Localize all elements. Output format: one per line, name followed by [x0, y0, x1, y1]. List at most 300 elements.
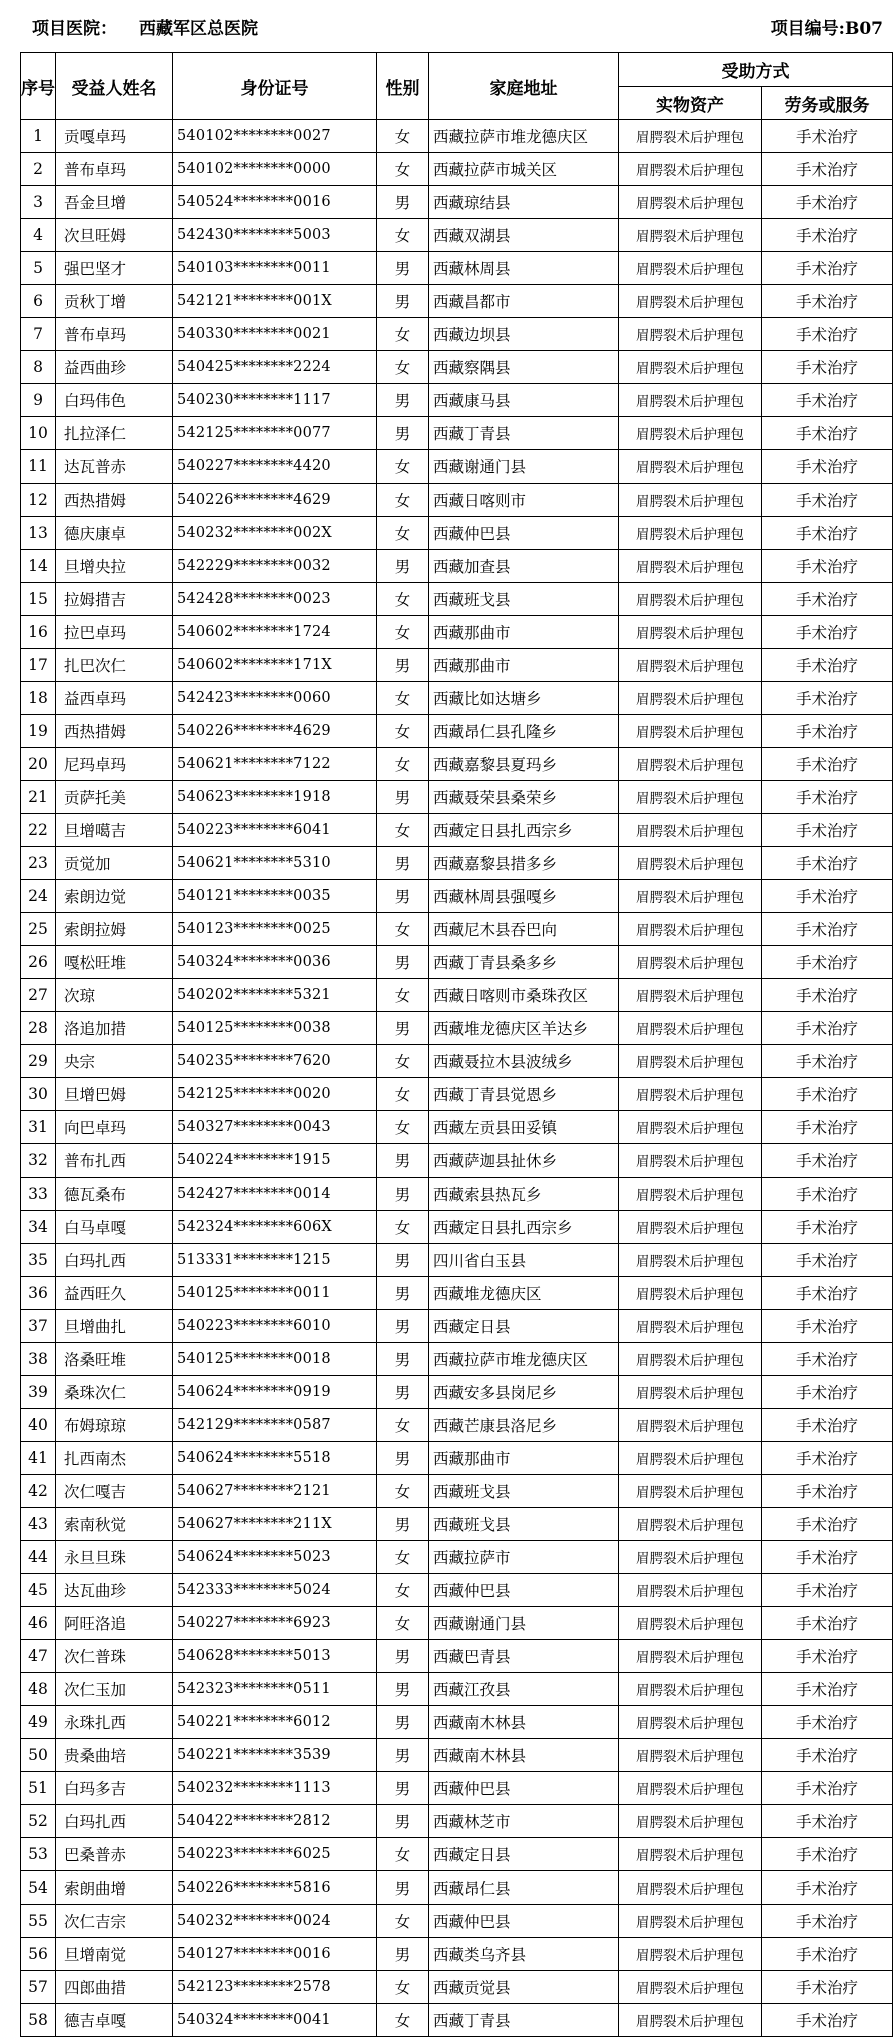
service-aid: 手术治疗 [762, 483, 893, 516]
row-index: 16 [21, 615, 56, 648]
service-aid: 手术治疗 [762, 351, 893, 384]
row-index: 26 [21, 946, 56, 979]
table-row [21, 1276, 893, 1309]
sex: 女 [377, 1078, 429, 1111]
row-index: 39 [21, 1375, 56, 1408]
service-aid: 手术治疗 [762, 153, 893, 186]
table-row [21, 1474, 893, 1507]
material-aid: 眉腭裂术后护理包 [619, 450, 762, 483]
home-address: 西藏堆龙德庆区 [429, 1276, 619, 1309]
home-address: 西藏那曲市 [429, 615, 619, 648]
id-number: 540628********5013 [173, 1640, 377, 1673]
sex: 男 [377, 1012, 429, 1045]
row-index: 25 [21, 913, 56, 946]
sex: 男 [377, 1772, 429, 1805]
beneficiary-name: 益西卓玛 [56, 681, 173, 714]
beneficiary-name: 向巴卓玛 [56, 1111, 173, 1144]
table-row [21, 1937, 893, 1970]
sex: 女 [377, 483, 429, 516]
id-number: 540623********1918 [173, 780, 377, 813]
home-address: 西藏昂仁县孔隆乡 [429, 714, 619, 747]
table-row [21, 186, 893, 219]
beneficiary-name: 西热措姆 [56, 714, 173, 747]
col-header-service: 劳务或服务 [762, 87, 893, 120]
table-row [21, 1904, 893, 1937]
material-aid: 眉腭裂术后护理包 [619, 1243, 762, 1276]
table-row [21, 1838, 893, 1871]
service-aid: 手术治疗 [762, 1706, 893, 1739]
beneficiary-name: 旦增南觉 [56, 1937, 173, 1970]
home-address: 西藏嘉黎县夏玛乡 [429, 747, 619, 780]
row-index: 5 [21, 252, 56, 285]
table-row [21, 2003, 893, 2036]
service-aid: 手术治疗 [762, 913, 893, 946]
material-aid: 眉腭裂术后护理包 [619, 2003, 762, 2036]
home-address: 西藏仲巴县 [429, 516, 619, 549]
home-address: 西藏拉萨市堆龙德庆区 [429, 120, 619, 153]
service-aid: 手术治疗 [762, 880, 893, 913]
id-number: 540103********0011 [173, 252, 377, 285]
table-row [21, 1078, 893, 1111]
table-row [21, 219, 893, 252]
row-index: 51 [21, 1772, 56, 1805]
beneficiary-name: 西热措姆 [56, 483, 173, 516]
material-aid: 眉腭裂术后护理包 [619, 1772, 762, 1805]
id-number: 540602********1724 [173, 615, 377, 648]
sex: 女 [377, 1408, 429, 1441]
id-number: 540121********0035 [173, 880, 377, 913]
id-number: 540125********0038 [173, 1012, 377, 1045]
home-address: 西藏索县热瓦乡 [429, 1177, 619, 1210]
row-index: 35 [21, 1243, 56, 1276]
service-aid: 手术治疗 [762, 516, 893, 549]
service-aid: 手术治疗 [762, 1045, 893, 1078]
material-aid: 眉腭裂术后护理包 [619, 1342, 762, 1375]
service-aid: 手术治疗 [762, 1541, 893, 1574]
home-address: 西藏芒康县洛尼乡 [429, 1408, 619, 1441]
material-aid: 眉腭裂术后护理包 [619, 979, 762, 1012]
material-aid: 眉腭裂术后护理包 [619, 252, 762, 285]
id-number: 542324********606X [173, 1210, 377, 1243]
service-aid: 手术治疗 [762, 1243, 893, 1276]
row-index: 20 [21, 747, 56, 780]
home-address: 西藏比如达塘乡 [429, 681, 619, 714]
material-aid: 眉腭裂术后护理包 [619, 1309, 762, 1342]
service-aid: 手术治疗 [762, 582, 893, 615]
material-aid: 眉腭裂术后护理包 [619, 318, 762, 351]
id-number: 542129********0587 [173, 1408, 377, 1441]
home-address: 西藏嘉黎县措多乡 [429, 847, 619, 880]
sex: 女 [377, 2003, 429, 2036]
sex: 男 [377, 1871, 429, 1904]
home-address: 西藏林周县强嘎乡 [429, 880, 619, 913]
col-header-id: 身份证号 [173, 53, 377, 120]
material-aid: 眉腭裂术后护理包 [619, 1541, 762, 1574]
sex: 女 [377, 1574, 429, 1607]
table-row [21, 979, 893, 1012]
sex: 男 [377, 285, 429, 318]
sex: 女 [377, 913, 429, 946]
row-index: 49 [21, 1706, 56, 1739]
beneficiary-name: 央宗 [56, 1045, 173, 1078]
id-number: 540227********4420 [173, 450, 377, 483]
service-aid: 手术治疗 [762, 120, 893, 153]
id-number: 542121********001X [173, 285, 377, 318]
service-aid: 手术治疗 [762, 186, 893, 219]
sex: 男 [377, 1441, 429, 1474]
col-header-name: 受益人姓名 [56, 53, 173, 120]
home-address: 西藏察隅县 [429, 351, 619, 384]
sex: 女 [377, 153, 429, 186]
service-aid: 手术治疗 [762, 1144, 893, 1177]
sex: 男 [377, 1243, 429, 1276]
material-aid: 眉腭裂术后护理包 [619, 1474, 762, 1507]
home-address: 西藏定日县 [429, 1309, 619, 1342]
id-number: 540624********5518 [173, 1441, 377, 1474]
row-index: 47 [21, 1640, 56, 1673]
home-address: 西藏拉萨市堆龙德庆区 [429, 1342, 619, 1375]
beneficiary-name: 洛追加措 [56, 1012, 173, 1045]
sex: 女 [377, 318, 429, 351]
table-row [21, 1541, 893, 1574]
table-row [21, 516, 893, 549]
home-address: 西藏南木林县 [429, 1706, 619, 1739]
row-index: 58 [21, 2003, 56, 2036]
beneficiary-name: 巴桑普赤 [56, 1838, 173, 1871]
beneficiary-name: 嘎松旺堆 [56, 946, 173, 979]
material-aid: 眉腭裂术后护理包 [619, 1408, 762, 1441]
row-index: 13 [21, 516, 56, 549]
home-address: 西藏丁青县 [429, 417, 619, 450]
table-row [21, 285, 893, 318]
table-row [21, 913, 893, 946]
table-row [21, 153, 893, 186]
beneficiary-name: 尼玛卓玛 [56, 747, 173, 780]
id-number: 540226********4629 [173, 714, 377, 747]
beneficiary-name: 强巴坚才 [56, 252, 173, 285]
sex: 女 [377, 1970, 429, 2003]
service-aid: 手术治疗 [762, 1408, 893, 1441]
service-aid: 手术治疗 [762, 1210, 893, 1243]
sex: 男 [377, 1309, 429, 1342]
material-aid: 眉腭裂术后护理包 [619, 120, 762, 153]
row-index: 32 [21, 1144, 56, 1177]
table-row [21, 1441, 893, 1474]
material-aid: 眉腭裂术后护理包 [619, 384, 762, 417]
id-number: 540221********6012 [173, 1706, 377, 1739]
beneficiary-name: 旦增噶吉 [56, 813, 173, 846]
service-aid: 手术治疗 [762, 1772, 893, 1805]
table-row [21, 1309, 893, 1342]
sex: 男 [377, 252, 429, 285]
sex: 男 [377, 1177, 429, 1210]
home-address: 西藏堆龙德庆区羊达乡 [429, 1012, 619, 1045]
home-address: 西藏仲巴县 [429, 1574, 619, 1607]
material-aid: 眉腭裂术后护理包 [619, 516, 762, 549]
document-header [0, 0, 895, 52]
service-aid: 手术治疗 [762, 1970, 893, 2003]
material-aid: 眉腭裂术后护理包 [619, 747, 762, 780]
table-row [21, 648, 893, 681]
home-address: 西藏加查县 [429, 549, 619, 582]
row-index: 41 [21, 1441, 56, 1474]
col-header-aid-method: 受助方式 [619, 53, 893, 87]
id-number: 542323********0511 [173, 1673, 377, 1706]
sex: 女 [377, 714, 429, 747]
beneficiary-name: 阿旺洛追 [56, 1607, 173, 1640]
material-aid: 眉腭裂术后护理包 [619, 186, 762, 219]
material-aid: 眉腭裂术后护理包 [619, 847, 762, 880]
home-address: 西藏拉萨市城关区 [429, 153, 619, 186]
material-aid: 眉腭裂术后护理包 [619, 615, 762, 648]
sex: 男 [377, 1739, 429, 1772]
table-row [21, 1375, 893, 1408]
sex: 女 [377, 1474, 429, 1507]
row-index: 14 [21, 549, 56, 582]
service-aid: 手术治疗 [762, 1640, 893, 1673]
sex: 男 [377, 1673, 429, 1706]
sex: 女 [377, 681, 429, 714]
material-aid: 眉腭裂术后护理包 [619, 1111, 762, 1144]
project-code: 项目编号:B07 [770, 19, 883, 39]
table-row [21, 747, 893, 780]
service-aid: 手术治疗 [762, 1871, 893, 1904]
sex: 男 [377, 417, 429, 450]
service-aid: 手术治疗 [762, 1441, 893, 1474]
id-number: 540227********6923 [173, 1607, 377, 1640]
id-number: 540221********3539 [173, 1739, 377, 1772]
beneficiary-name: 益西旺久 [56, 1276, 173, 1309]
beneficiary-name: 次旦旺姆 [56, 219, 173, 252]
home-address: 西藏班戈县 [429, 1474, 619, 1507]
id-number: 540602********171X [173, 648, 377, 681]
service-aid: 手术治疗 [762, 219, 893, 252]
table-row [21, 615, 893, 648]
sex: 女 [377, 1541, 429, 1574]
home-address: 西藏聂拉木县波绒乡 [429, 1045, 619, 1078]
material-aid: 眉腭裂术后护理包 [619, 1574, 762, 1607]
row-index: 37 [21, 1309, 56, 1342]
id-number: 542430********5003 [173, 219, 377, 252]
home-address: 西藏江孜县 [429, 1673, 619, 1706]
id-number: 540223********6025 [173, 1838, 377, 1871]
table-row [21, 351, 893, 384]
id-number: 540627********2121 [173, 1474, 377, 1507]
row-index: 27 [21, 979, 56, 1012]
table-row [21, 1871, 893, 1904]
service-aid: 手术治疗 [762, 681, 893, 714]
row-index: 9 [21, 384, 56, 417]
home-address: 西藏日喀则市桑珠孜区 [429, 979, 619, 1012]
material-aid: 眉腭裂术后护理包 [619, 1871, 762, 1904]
sex: 女 [377, 1904, 429, 1937]
table-row [21, 1970, 893, 2003]
material-aid: 眉腭裂术后护理包 [619, 1177, 762, 1210]
material-aid: 眉腭裂术后护理包 [619, 1507, 762, 1540]
material-aid: 眉腭裂术后护理包 [619, 1210, 762, 1243]
table-row [21, 1144, 893, 1177]
sex: 男 [377, 1706, 429, 1739]
sex: 男 [377, 384, 429, 417]
beneficiary-name: 洛桑旺堆 [56, 1342, 173, 1375]
material-aid: 眉腭裂术后护理包 [619, 1144, 762, 1177]
table-row [21, 549, 893, 582]
home-address: 西藏仲巴县 [429, 1772, 619, 1805]
row-index: 28 [21, 1012, 56, 1045]
table-row [21, 1111, 893, 1144]
home-address: 西藏仲巴县 [429, 1904, 619, 1937]
beneficiary-name: 扎巴次仁 [56, 648, 173, 681]
material-aid: 眉腭裂术后护理包 [619, 1045, 762, 1078]
material-aid: 眉腭裂术后护理包 [619, 153, 762, 186]
home-address: 西藏尼木县吞巴向 [429, 913, 619, 946]
table-row [21, 1673, 893, 1706]
table-row [21, 780, 893, 813]
table-row [21, 714, 893, 747]
sex: 男 [377, 880, 429, 913]
col-header-address: 家庭地址 [429, 53, 619, 120]
row-index: 45 [21, 1574, 56, 1607]
beneficiary-name: 白玛扎西 [56, 1243, 173, 1276]
home-address: 西藏丁青县觉恩乡 [429, 1078, 619, 1111]
id-number: 540125********0018 [173, 1342, 377, 1375]
material-aid: 眉腭裂术后护理包 [619, 1739, 762, 1772]
home-address: 西藏定日县扎西宗乡 [429, 813, 619, 846]
sex: 女 [377, 813, 429, 846]
id-number: 542333********5024 [173, 1574, 377, 1607]
home-address: 西藏拉萨市 [429, 1541, 619, 1574]
service-aid: 手术治疗 [762, 1805, 893, 1838]
id-number: 540226********4629 [173, 483, 377, 516]
table-row [21, 1177, 893, 1210]
service-aid: 手术治疗 [762, 384, 893, 417]
home-address: 西藏班戈县 [429, 582, 619, 615]
material-aid: 眉腭裂术后护理包 [619, 681, 762, 714]
home-address: 西藏林周县 [429, 252, 619, 285]
id-number: 540223********6041 [173, 813, 377, 846]
row-index: 4 [21, 219, 56, 252]
material-aid: 眉腭裂术后护理包 [619, 351, 762, 384]
beneficiary-name: 扎西南杰 [56, 1441, 173, 1474]
id-number: 540422********2812 [173, 1805, 377, 1838]
table-row [21, 450, 893, 483]
row-index: 6 [21, 285, 56, 318]
table-row [21, 582, 893, 615]
table-row [21, 1772, 893, 1805]
row-index: 19 [21, 714, 56, 747]
service-aid: 手术治疗 [762, 615, 893, 648]
id-number: 540324********0041 [173, 2003, 377, 2036]
beneficiary-name: 布姆琼琼 [56, 1408, 173, 1441]
sex: 男 [377, 1144, 429, 1177]
service-aid: 手术治疗 [762, 1474, 893, 1507]
service-aid: 手术治疗 [762, 417, 893, 450]
sex: 女 [377, 1111, 429, 1144]
material-aid: 眉腭裂术后护理包 [619, 1706, 762, 1739]
id-number: 542229********0032 [173, 549, 377, 582]
home-address: 西藏巴青县 [429, 1640, 619, 1673]
id-number: 540123********0025 [173, 913, 377, 946]
row-index: 52 [21, 1805, 56, 1838]
material-aid: 眉腭裂术后护理包 [619, 285, 762, 318]
id-number: 540621********7122 [173, 747, 377, 780]
row-index: 34 [21, 1210, 56, 1243]
id-number: 540230********1117 [173, 384, 377, 417]
col-header-sex: 性别 [377, 53, 429, 120]
home-address: 西藏定日县扎西宗乡 [429, 1210, 619, 1243]
beneficiary-name: 旦增曲扎 [56, 1309, 173, 1342]
row-index: 44 [21, 1541, 56, 1574]
service-aid: 手术治疗 [762, 813, 893, 846]
row-index: 11 [21, 450, 56, 483]
home-address: 四川省白玉县 [429, 1243, 619, 1276]
id-number: 540232********0024 [173, 1904, 377, 1937]
col-header-material: 实物资产 [619, 87, 762, 120]
beneficiary-name: 贡觉加 [56, 847, 173, 880]
service-aid: 手术治疗 [762, 252, 893, 285]
material-aid: 眉腭裂术后护理包 [619, 648, 762, 681]
home-address: 西藏琼结县 [429, 186, 619, 219]
home-address: 西藏谢通门县 [429, 1607, 619, 1640]
beneficiary-name: 次仁普珠 [56, 1640, 173, 1673]
row-index: 42 [21, 1474, 56, 1507]
material-aid: 眉腭裂术后护理包 [619, 1838, 762, 1871]
id-number: 540621********5310 [173, 847, 377, 880]
row-index: 43 [21, 1507, 56, 1540]
sex: 男 [377, 1375, 429, 1408]
table-row [21, 946, 893, 979]
table-row [21, 1607, 893, 1640]
sex: 女 [377, 615, 429, 648]
beneficiary-name: 拉巴卓玛 [56, 615, 173, 648]
row-index: 53 [21, 1838, 56, 1871]
row-index: 21 [21, 780, 56, 813]
row-index: 48 [21, 1673, 56, 1706]
table-row [21, 1640, 893, 1673]
home-address: 西藏双湖县 [429, 219, 619, 252]
beneficiary-name: 旦增央拉 [56, 549, 173, 582]
sex: 女 [377, 1210, 429, 1243]
id-number: 542125********0077 [173, 417, 377, 450]
beneficiary-name: 普布扎西 [56, 1144, 173, 1177]
beneficiary-name: 拉姆措吉 [56, 582, 173, 615]
id-number: 542423********0060 [173, 681, 377, 714]
table-row [21, 1706, 893, 1739]
service-aid: 手术治疗 [762, 1904, 893, 1937]
id-number: 540125********0011 [173, 1276, 377, 1309]
id-number: 540224********1915 [173, 1144, 377, 1177]
row-index: 24 [21, 880, 56, 913]
id-number: 540102********0027 [173, 120, 377, 153]
service-aid: 手术治疗 [762, 780, 893, 813]
beneficiary-name: 永珠扎西 [56, 1706, 173, 1739]
beneficiary-name: 桑珠次仁 [56, 1375, 173, 1408]
beneficiary-name: 次琼 [56, 979, 173, 1012]
table-row [21, 1342, 893, 1375]
service-aid: 手术治疗 [762, 1507, 893, 1540]
table-row [21, 252, 893, 285]
home-address: 西藏昂仁县 [429, 1871, 619, 1904]
beneficiary-name: 德吉卓嘎 [56, 2003, 173, 2036]
material-aid: 眉腭裂术后护理包 [619, 582, 762, 615]
hospital-name: 西藏军区总医院 [139, 19, 258, 39]
service-aid: 手术治疗 [762, 847, 893, 880]
service-aid: 手术治疗 [762, 1177, 893, 1210]
service-aid: 手术治疗 [762, 979, 893, 1012]
material-aid: 眉腭裂术后护理包 [619, 1078, 762, 1111]
material-aid: 眉腭裂术后护理包 [619, 946, 762, 979]
col-header-index: 序号 [21, 53, 56, 120]
